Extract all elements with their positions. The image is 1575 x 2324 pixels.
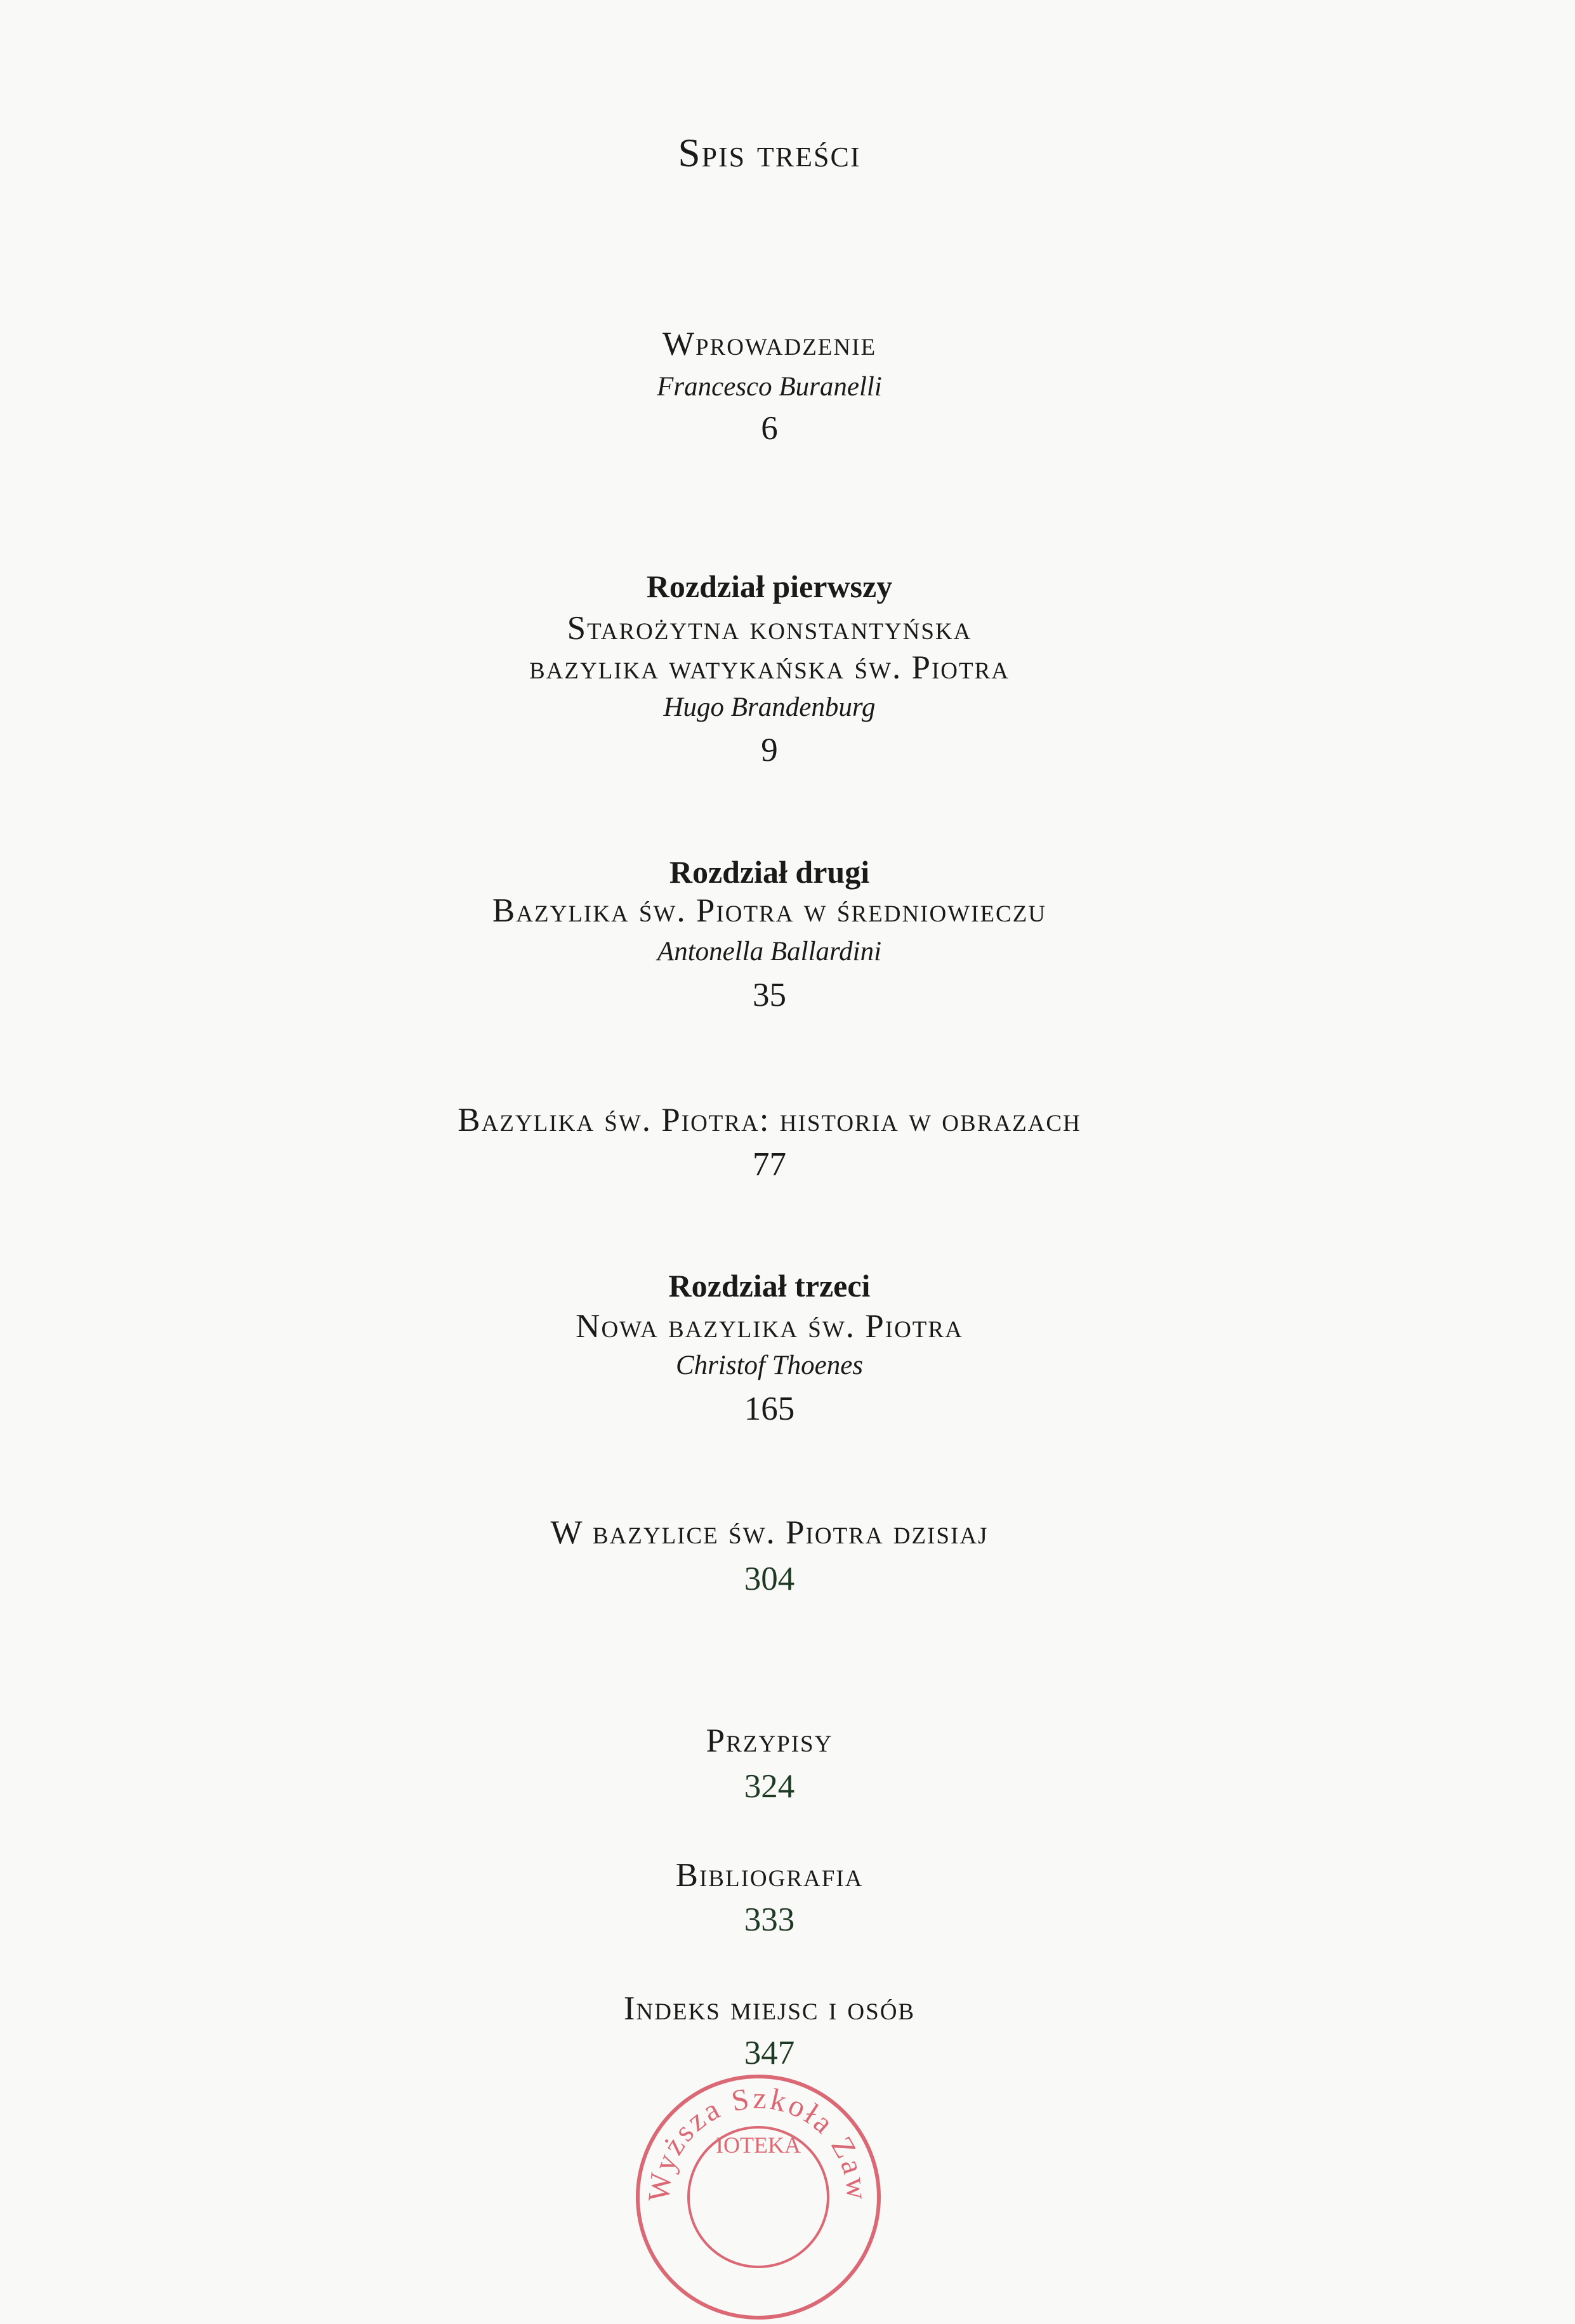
chapter3-author: Christof Thoenes — [675, 1350, 864, 1380]
chapter2-page-number: 35 — [753, 977, 786, 1013]
introduction-author: Francesco Buranelli — [657, 372, 882, 402]
notes-page-number: 324 — [744, 1768, 795, 1805]
bibliography-heading[interactable]: Bibliografia — [675, 1857, 864, 1894]
page-title: Spis treści — [678, 131, 861, 175]
library-stamp — [631, 2070, 885, 2324]
chapter1-author: Hugo Brandenburg — [663, 692, 876, 722]
today-heading[interactable]: W bazylice św. Piotra dzisiaj — [550, 1514, 989, 1551]
introduction-page-number: 6 — [761, 410, 778, 447]
chapter1-title-line2[interactable]: bazylika watykańska św. Piotra — [529, 649, 1010, 686]
index-heading[interactable]: Indeks miejsc i osób — [623, 1990, 916, 2027]
stamp-text: Wyższa Szkoła Zaw — [642, 2081, 874, 2203]
history-in-images-heading[interactable]: Bazylika św. Piotra: historia w obrazach — [458, 1102, 1081, 1139]
chapter3-page-number: 165 — [744, 1390, 795, 1427]
history-in-images-page-number: 77 — [753, 1146, 786, 1183]
chapter1-label: Rozdział pierwszy — [646, 569, 893, 604]
bibliography-page-number: 333 — [744, 1901, 795, 1938]
chapter3-title[interactable]: Nowa bazylika św. Piotra — [576, 1308, 963, 1345]
chapter2-label: Rozdział drugi — [669, 854, 870, 890]
chapter3-label: Rozdział trzeci — [668, 1268, 871, 1304]
chapter1-page-number: 9 — [761, 732, 778, 769]
today-page-number: 304 — [744, 1561, 795, 1597]
chapter2-title[interactable]: Bazylika św. Piotra w średniowieczu — [492, 892, 1047, 929]
stamp-inner-text: IOTEKA — [716, 2132, 801, 2158]
chapter1-title-line1[interactable]: Starożytna konstantyńska — [567, 610, 972, 647]
introduction-heading[interactable]: Wprowadzenie — [662, 326, 877, 362]
chapter2-author: Antonella Ballardini — [657, 937, 882, 967]
notes-heading[interactable]: Przypisy — [706, 1722, 833, 1759]
index-page-number: 347 — [744, 2035, 795, 2071]
